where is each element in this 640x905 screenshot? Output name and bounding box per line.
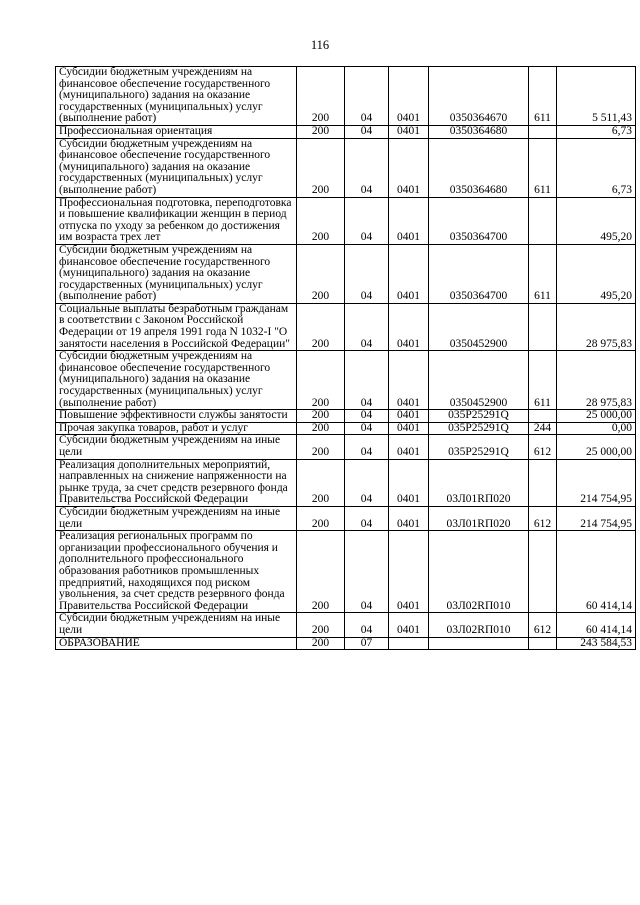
target-article-cell: 03Л02RП010 — [429, 613, 529, 637]
amount-cell: 60 414,14 — [557, 613, 636, 637]
table-row — [56, 531, 636, 613]
table-row — [56, 125, 636, 138]
section-code-cell: 04 — [345, 351, 389, 410]
expense-type-cell — [529, 125, 557, 138]
ved-code-cell: 200 — [297, 435, 345, 459]
ved-code-cell: 200 — [297, 637, 345, 650]
subsection-code-cell: 0401 — [389, 410, 429, 423]
target-article-cell: 03Л01RП020 — [429, 459, 529, 506]
section-code-cell: 04 — [345, 422, 389, 435]
ved-code-cell: 200 — [297, 531, 345, 613]
row-name-cell: Профессиональная ориентация — [56, 125, 297, 138]
subsection-code-cell: 0401 — [389, 435, 429, 459]
row-name-cell: Прочая закупка товаров, работ и услуг — [56, 422, 297, 435]
ved-code-cell: 200 — [297, 410, 345, 423]
row-name-cell: ОБРАЗОВАНИЕ — [56, 637, 297, 650]
ved-code-cell: 200 — [297, 459, 345, 506]
subsection-code-cell: 0401 — [389, 459, 429, 506]
ved-code-cell: 200 — [297, 197, 345, 244]
ved-code-cell: 200 — [297, 613, 345, 637]
subsection-code-cell: 0401 — [389, 125, 429, 138]
ved-code-cell: 200 — [297, 244, 345, 303]
table-row — [56, 506, 636, 530]
target-article-cell: 035P25291Q — [429, 435, 529, 459]
section-code-cell: 04 — [345, 303, 389, 350]
amount-cell: 495,20 — [557, 197, 636, 244]
row-name-cell: Реализация региональных программ по организации профессионального обучения и дополнительного профессионального образования работников промышленных предприятий, находящихся под риском увольнения, за счет средств резервного фонда Правительства Российской Федерации — [56, 531, 297, 613]
table-row — [56, 613, 636, 637]
page-number: 116 — [310, 38, 330, 52]
target-article-cell: 035P25291Q — [429, 422, 529, 435]
amount-cell: 0,00 — [557, 422, 636, 435]
target-article-cell: 03Л02RП010 — [429, 531, 529, 613]
amount-cell: 6,73 — [557, 138, 636, 197]
section-code-cell: 07 — [345, 637, 389, 650]
amount-cell: 28 975,83 — [557, 303, 636, 350]
table-row — [56, 637, 636, 650]
section-code-cell: 04 — [345, 138, 389, 197]
subsection-code-cell: 0401 — [389, 197, 429, 244]
section-code-cell: 04 — [345, 197, 389, 244]
subsection-code-cell — [389, 637, 429, 650]
table-row — [56, 459, 636, 506]
target-article-cell: 035P25291Q — [429, 410, 529, 423]
ved-code-cell: 200 — [297, 506, 345, 530]
row-name-cell: Социальные выплаты безработным гражданам в соответствии с Законом Российской Федерации от 19 апреля 1991 года N 1032-I "О занятости населения в Российской Федерации" — [56, 303, 297, 350]
section-code-cell: 04 — [345, 506, 389, 530]
row-name-cell: Профессиональная подготовка, переподготовка и повышение квалификации женщин в период отпуска по уходу за ребенком до достижения им возраста трех лет — [56, 197, 297, 244]
amount-cell: 25 000,00 — [557, 435, 636, 459]
section-code-cell: 04 — [345, 125, 389, 138]
ved-code-cell: 200 — [297, 303, 345, 350]
section-code-cell: 04 — [345, 244, 389, 303]
ved-code-cell: 200 — [297, 138, 345, 197]
subsection-code-cell: 0401 — [389, 67, 429, 126]
table-row — [56, 244, 636, 303]
amount-cell: 214 754,95 — [557, 459, 636, 506]
section-code-cell: 04 — [345, 613, 389, 637]
amount-cell: 495,20 — [557, 244, 636, 303]
subsection-code-cell: 0401 — [389, 244, 429, 303]
expense-type-cell: 612 — [529, 613, 557, 637]
target-article-cell: 0350364680 — [429, 125, 529, 138]
expense-type-cell: 611 — [529, 138, 557, 197]
target-article-cell: 0350364680 — [429, 138, 529, 197]
expense-type-cell — [529, 459, 557, 506]
expense-type-cell — [529, 197, 557, 244]
amount-cell: 60 414,14 — [557, 531, 636, 613]
target-article-cell: 0350452900 — [429, 351, 529, 410]
table-row — [56, 67, 636, 126]
table-row — [56, 197, 636, 244]
row-name-cell: Субсидии бюджетным учреждениям на иные цели — [56, 506, 297, 530]
ved-code-cell: 200 — [297, 67, 345, 126]
table-row — [56, 435, 636, 459]
row-name-cell: Субсидии бюджетным учреждениям на финансовое обеспечение государственного (муниципального) задания на оказание государственных (муниципальных) услуг (выполнение работ) — [56, 244, 297, 303]
section-code-cell: 04 — [345, 531, 389, 613]
expense-type-cell — [529, 303, 557, 350]
table-row — [56, 422, 636, 435]
expense-type-cell: 612 — [529, 506, 557, 530]
expense-type-cell: 244 — [529, 422, 557, 435]
expense-type-cell: 611 — [529, 67, 557, 126]
amount-cell: 214 754,95 — [557, 506, 636, 530]
amount-cell: 28 975,83 — [557, 351, 636, 410]
expense-type-cell — [529, 531, 557, 613]
row-name-cell: Субсидии бюджетным учреждениям на финансовое обеспечение государственного (муниципального) задания на оказание государственных (муниципальных) услуг (выполнение работ) — [56, 351, 297, 410]
target-article-cell — [429, 637, 529, 650]
expense-type-cell — [529, 410, 557, 423]
row-name-cell: Повышение эффективности службы занятости — [56, 410, 297, 423]
target-article-cell: 0350364670 — [429, 67, 529, 126]
amount-cell: 6,73 — [557, 125, 636, 138]
row-name-cell: Субсидии бюджетным учреждениям на финансовое обеспечение государственного (муниципального) задания на оказание государственных (муниципальных) услуг (выполнение работ) — [56, 67, 297, 126]
subsection-code-cell: 0401 — [389, 303, 429, 350]
ved-code-cell: 200 — [297, 422, 345, 435]
target-article-cell: 0350452900 — [429, 303, 529, 350]
target-article-cell: 0350364700 — [429, 244, 529, 303]
expense-type-cell: 611 — [529, 244, 557, 303]
row-name-cell: Субсидии бюджетным учреждениям на иные цели — [56, 613, 297, 637]
budget-table — [55, 66, 636, 650]
target-article-cell: 03Л01RП020 — [429, 506, 529, 530]
row-name-cell: Реализация дополнительных мероприятий, направленных на снижение напряженности на рынке труда, за счет средств резервного фонда Правительства Российской Федерации — [56, 459, 297, 506]
subsection-code-cell: 0401 — [389, 351, 429, 410]
subsection-code-cell: 0401 — [389, 422, 429, 435]
amount-cell: 5 511,43 — [557, 67, 636, 126]
subsection-code-cell: 0401 — [389, 613, 429, 637]
expense-type-cell — [529, 637, 557, 650]
table-row — [56, 410, 636, 423]
expense-type-cell: 611 — [529, 351, 557, 410]
target-article-cell: 0350364700 — [429, 197, 529, 244]
subsection-code-cell: 0401 — [389, 138, 429, 197]
ved-code-cell: 200 — [297, 351, 345, 410]
table-row — [56, 138, 636, 197]
table-row — [56, 303, 636, 350]
ved-code-cell: 200 — [297, 125, 345, 138]
subsection-code-cell: 0401 — [389, 531, 429, 613]
table-row — [56, 351, 636, 410]
section-code-cell: 04 — [345, 435, 389, 459]
amount-cell: 243 584,53 — [557, 637, 636, 650]
row-name-cell: Субсидии бюджетным учреждениям на иные цели — [56, 435, 297, 459]
subsection-code-cell: 0401 — [389, 506, 429, 530]
section-code-cell: 04 — [345, 410, 389, 423]
row-name-cell: Субсидии бюджетным учреждениям на финансовое обеспечение государственного (муниципального) задания на оказание государственных (муниципальных) услуг (выполнение работ) — [56, 138, 297, 197]
expense-type-cell: 612 — [529, 435, 557, 459]
amount-cell: 25 000,00 — [557, 410, 636, 423]
section-code-cell: 04 — [345, 67, 389, 126]
section-code-cell: 04 — [345, 459, 389, 506]
